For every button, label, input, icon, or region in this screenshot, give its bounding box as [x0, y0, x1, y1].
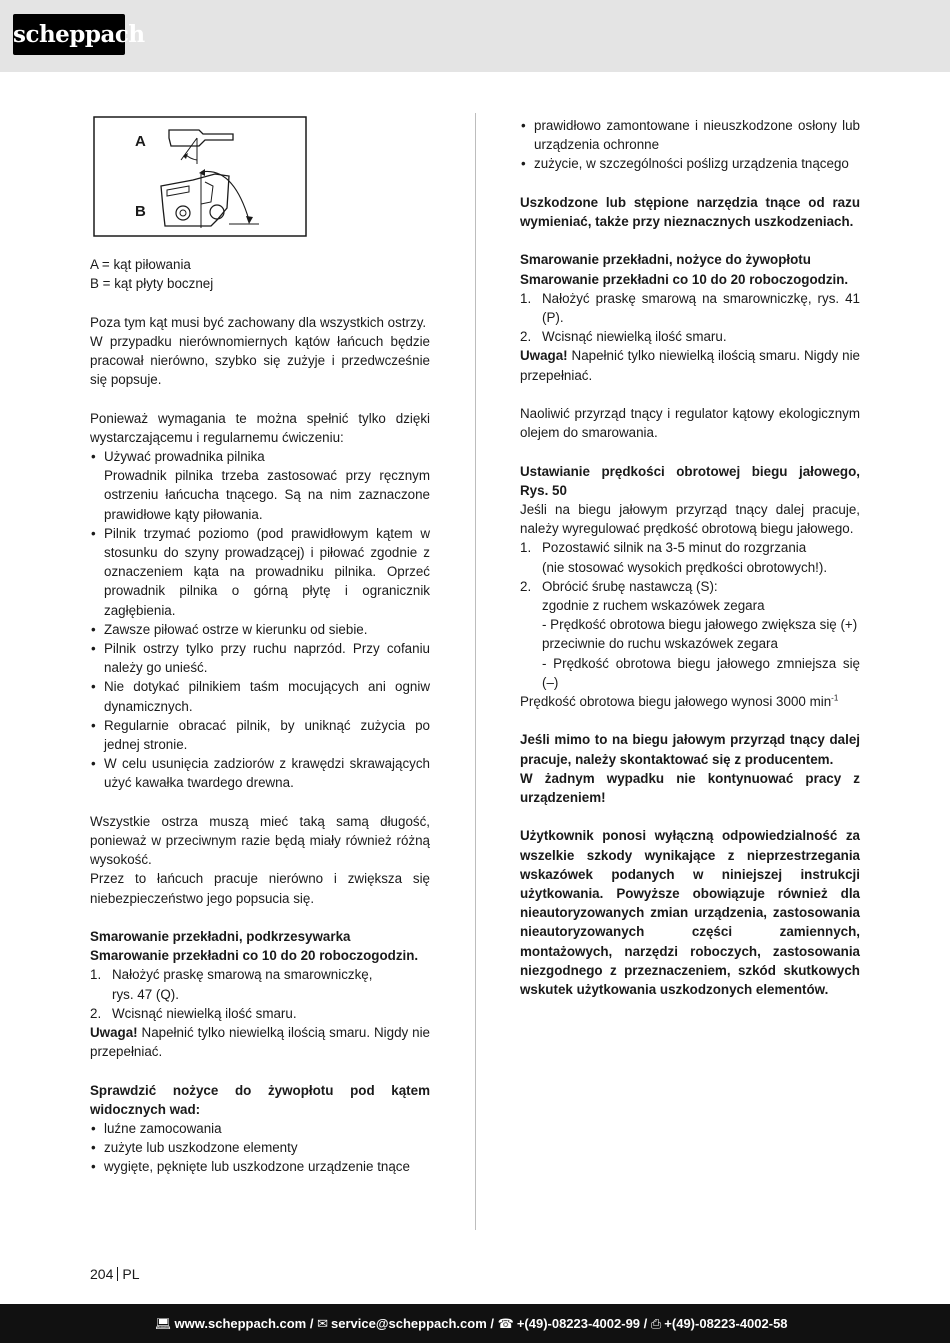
liability-statement: Użytkownik ponosi wyłączną odpowiedzialność za wszelkie szkody wynikające z nieprzestrzegania wskazówek podanych w niniejszej instrukcji użytkowania. Powyższe obowiązuje również dla nieautoryzowanych zmian urządzenia, zastosowania nieautoryzowanych części zamiennych, montażowych, narzędzi roboczych, zastosowania niezgodnego z przeznaczeniem, szkód skutkowych wskutek użytkowania uszkodzonych elementów.	[520, 828, 860, 998]
chain-angle-figure	[93, 116, 307, 237]
list-item: • W celu usunięcia zadziorów z krawędzi skrawających użyć kawałka twardego drewna.	[90, 754, 430, 792]
scheppach-logo: scheppach	[13, 14, 125, 55]
idle-speed-value: Prędkość obrotowa biegu jałowego wynosi 3000 $\min^{-1}$	[520, 693, 839, 710]
defects-list-continued	[520, 116, 860, 174]
warning-stop-work: W żadnym wypadku nie kontynuować pracy z urządzeniem!	[520, 770, 860, 806]
list-item: • wygięte, pęknięte lub uszkodzone urządzenie tnące	[90, 1157, 430, 1176]
step-item: 2. Wcisnąć niewielką ilość smaru.	[90, 1005, 297, 1021]
list-item: • zużycie, w szczególności poślizg urządzenia tnącego	[520, 154, 860, 173]
list-item: • prawidłowo zamontowane i nieuszkodzone osłony lub urządzenia ochronne	[520, 116, 860, 154]
phone-number: +(49)-08223-4002-99 /	[516, 1316, 648, 1331]
list-item: • Zawsze piłować ostrze w kierunku od siebie.	[90, 620, 430, 639]
heading-check-defects: Sprawdzić nożyce do żywopłotu pod kątem widocznych wad:	[90, 1082, 430, 1117]
mail-icon: ✉	[317, 1316, 328, 1331]
fax-number: +(49)-08223-4002-58	[664, 1316, 788, 1331]
counterclockwise-label: przeciwnie do ruchu wskazówek zegara	[542, 636, 778, 652]
heading-idle-speed: Ustawianie prędkości obrotowej biegu jałowego, Rys. 50	[520, 463, 860, 498]
left-paragraph-2: W przypadku nierównomiernych kątów łańcuch będzie pracował nierówno, szybko się zużyje i przedwcześnie się popsuje.	[90, 333, 430, 388]
phone-icon: ☎	[497, 1316, 514, 1331]
legend-b: B = kąt płyty bocznej	[90, 276, 214, 292]
list-item: • Używać prowadnika pilnika Prowadnik pilnika trzeba zastosować przy ręcznym ostrzeniu łańcucha tnącego. Są na nim zaznaczone prawidłowe kąty piłowania.	[90, 447, 430, 524]
left-paragraph-5: Przez to łańcuch pracuje nierówno i zwiększa się niebezpieczeństwo jego popsucia się.	[90, 871, 430, 906]
list-item: • Pilnik ostrzy tylko przy ruchu naprzód. Przy cofaniu należy go unieść.	[90, 639, 430, 677]
list-item: • Regularnie obracać pilnik, by uniknąć zużycia po jednej stronie.	[90, 716, 430, 754]
left-paragraph-1: Poza tym kąt musi być zachowany dla wszystkich ostrzy.	[90, 314, 427, 330]
left-column	[90, 116, 430, 1177]
legend-a: A = kąt piłowania	[90, 257, 191, 272]
warning-contact-manufacturer: Jeśli mimo to na biegu jałowym przyrząd tnący dalej pracuje, należy skontaktować się z producentem.	[520, 732, 860, 767]
left-paragraph-4: Wszystkie ostrza muszą mieć taką samą długość, ponieważ w przeciwnym razie będą miały również różną wysokość.	[90, 813, 430, 868]
column-divider	[475, 113, 476, 1230]
fax-icon: ⎙	[650, 1316, 662, 1331]
list-item: • luźne zamocowania	[90, 1119, 430, 1138]
page-number: 204 PL	[90, 1266, 140, 1282]
step-item: 2. Wcisnąć niewielką ilość smaru.	[520, 329, 727, 345]
clockwise-label: zgodnie z ruchem wskazówek zegara	[542, 598, 765, 614]
heading-gear-lubrication-pruner: Smarowanie przekładni, podkrzesywarka	[90, 929, 351, 945]
idle-paragraph: Jeśli na biegu jałowym przyrząd tnący dalej pracuje, należy wyregulować prędkość obrotową biegu jałowego.	[520, 502, 860, 537]
header-band	[0, 0, 950, 72]
list-item: • zużyte lub uszkodzone elementy	[90, 1138, 430, 1157]
list-item: • Nie dotykać pilnikiem taśm mocujących ani ogniw dynamicznych.	[90, 677, 430, 715]
note: Uwaga! Napełnić tylko niewielką ilością smaru. Nigdy nie przepełniać.	[90, 1025, 430, 1060]
email-link[interactable]: service@scheppach.com /	[331, 1316, 494, 1331]
right-column	[520, 116, 860, 999]
defects-list	[90, 1119, 430, 1177]
warning-replace-tools: Uszkodzone lub stępione narzędzia tnące od razu wymieniać, także przy nieznacznych uszkodzeniach.	[520, 194, 860, 229]
note: Uwaga! Napełnić tylko niewielką ilością smaru. Nigdy nie przepełniać.	[520, 348, 860, 383]
step-item: 1. Pozostawić silnik na 3-5 minut do rozgrzania (nie stosować wysokich prędkości obrotowych!).	[520, 540, 828, 575]
counterclockwise-detail: - Prędkość obrotowa biegu jałowego zmniejsza się (–)	[542, 655, 860, 690]
heading-gear-lubrication-hedge: Smarowanie przekładni, nożyce do żywopłotu	[520, 252, 811, 268]
filing-tips-list	[90, 447, 430, 793]
subheading-lubrication-interval: Smarowanie przekładni co 10 do 20 roboczogodzin.	[520, 271, 849, 287]
clockwise-detail: - Prędkość obrotowa biegu jałowego zwiększa się (+)	[542, 617, 858, 633]
figure-label-a: A	[135, 133, 146, 150]
footer-bar	[0, 1304, 950, 1343]
computer-icon: 💻︎	[155, 1316, 172, 1331]
chain-angle-diagram	[93, 116, 307, 237]
oil-paragraph: Naoliwić przyrząd tnący i regulator kątowy ekologicznym olejem do smarowania.	[520, 406, 860, 441]
figure-label-b: B	[135, 203, 146, 220]
step-item: 2. Obrócić śrubę nastawczą (S):	[520, 578, 718, 594]
subheading-lubrication-interval: Smarowanie przekładni co 10 do 20 roboczogodzin.	[90, 948, 419, 964]
website-link[interactable]: www.scheppach.com /	[174, 1316, 314, 1331]
left-paragraph-3: Ponieważ wymagania te można spełnić tylko dzięki wystarczającemu i regularnemu ćwiczeniu:	[90, 410, 430, 445]
step-item: 1. Nałożyć praskę smarową na smarowniczkę, rys. 47 (Q).	[90, 967, 373, 1002]
step-item: 1. Nałożyć praskę smarową na smarowniczkę, rys. 41 (P).	[520, 290, 860, 325]
list-item: • Pilnik trzymać poziomo (pod prawidłowym kątem w stosunku do szyny prowadzącej) i piłować zgodnie z oznaczeniem kąta na prowadniku pilnika. Oprzeć prowadnik pilnika o górną płytę i ogranicznik zagłębienia.	[90, 524, 430, 620]
list-item-detail: Prowadnik pilnika trzeba zastosować przy ręcznym ostrzeniu łańcucha tnącego. Są na nim zaznaczone prawidłowe kąty piłowania.	[104, 468, 430, 522]
